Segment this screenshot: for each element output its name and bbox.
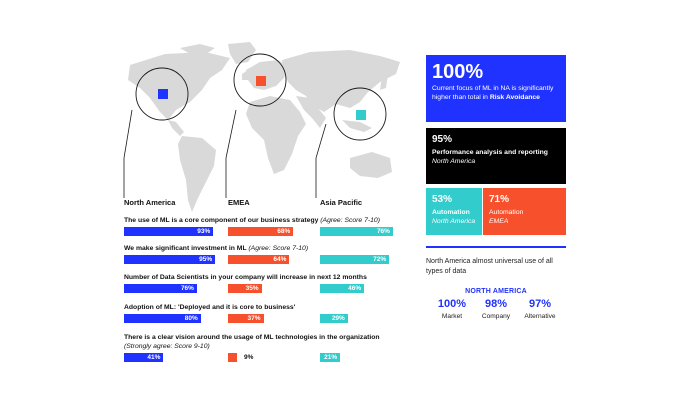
highlight-risk-text: Current focus of ML in NA is significantly higher than total in: [432, 85, 554, 101]
highlight-risk-emph: Risk Avoidance: [489, 94, 540, 101]
metric-0-bars: [124, 227, 424, 237]
bar-emea: [228, 314, 264, 323]
highlight-auto-na-region: North America: [432, 218, 476, 225]
metric-2-bars: [124, 284, 424, 294]
metric-0-note: (Agree: Score 7-10): [320, 217, 380, 224]
metric-3: [124, 303, 424, 324]
na-stat-alternative: [520, 298, 560, 320]
metric-2-title: Number of Data Scientists in your company will increase in next 12 months: [124, 274, 367, 281]
bar-na-label: 93%: [197, 228, 211, 235]
bar-apac: [320, 255, 389, 264]
na-stat-alternative-value: 97%: [528, 298, 552, 310]
highlight-auto-na-title: Automation: [432, 209, 470, 216]
bar-na-label: 95%: [199, 256, 213, 263]
na-usage-title: NORTH AMERICA: [465, 288, 527, 295]
bar-apac-label: 21%: [324, 354, 338, 361]
highlight-box-auto-emea: [483, 188, 566, 235]
bar-emea-label: 64%: [273, 256, 287, 263]
leader-line-emea: [226, 110, 236, 158]
region-label-apac: Asia Pacific: [320, 198, 363, 207]
metric-1-title: We make significant investment in ML: [124, 245, 247, 252]
region-label-na: North America: [124, 198, 176, 207]
highlight-auto-emea-region: EMEA: [489, 218, 509, 225]
highlight-auto-na-value: 53%: [432, 194, 453, 205]
highlight-box-auto-na: [426, 188, 482, 235]
bar-na: [124, 255, 215, 264]
marker-na: [158, 89, 168, 99]
bar-apac: [320, 227, 393, 236]
na-stat-company-label: Company: [481, 313, 511, 320]
bar-na: [124, 314, 201, 323]
bar-emea-label: 9%: [244, 354, 254, 361]
na-note: North America almost universal use of all types of data: [426, 258, 553, 275]
bar-emea-label: 68%: [277, 228, 291, 235]
highlight-perf-value: 95%: [432, 134, 453, 145]
continents: [128, 42, 400, 212]
metric-3-bars: [124, 314, 424, 324]
highlight-perf-title: Performance analysis and reporting: [432, 149, 548, 156]
na-stat-market: [432, 298, 472, 320]
region-label-emea: EMEA: [228, 198, 250, 207]
na-stat-market-value: 100%: [437, 298, 467, 310]
bar-emea: [228, 284, 262, 293]
bar-na-label: 80%: [184, 315, 198, 322]
marker-apac: [356, 110, 366, 120]
na-stat-market-label: Market: [441, 313, 463, 320]
highlight-box-risk: [426, 55, 566, 122]
bar-emea-label: 35%: [245, 285, 259, 292]
bar-emea-label: 37%: [247, 315, 261, 322]
highlight-auto-emea-value: 71%: [489, 194, 510, 205]
divider-line: [426, 246, 566, 248]
bar-na-label: 76%: [180, 285, 194, 292]
highlight-risk-value: 100%: [432, 61, 484, 83]
metric-4: [124, 333, 424, 363]
bar-emea: [228, 227, 293, 236]
bar-na: [124, 227, 213, 236]
na-stat-company-value: 98%: [484, 298, 508, 310]
metric-0: [124, 216, 424, 237]
metric-2: [124, 273, 424, 294]
leader-line-na: [124, 110, 132, 158]
na-usage-block: [426, 288, 566, 320]
bar-na: [124, 284, 197, 293]
na-stat-alternative-label: Alternative: [524, 313, 556, 320]
highlight-perf-region: North America: [432, 158, 476, 165]
highlight-box-perf: [426, 128, 566, 184]
bar-apac-label: 46%: [348, 285, 362, 292]
bar-emea-fill: [228, 353, 237, 362]
bar-na: [124, 353, 163, 362]
bar-emea: [228, 353, 268, 362]
metric-1-bars: [124, 255, 424, 265]
metric-3-title: Adoption of ML: 'Deployed and it is core to business': [124, 304, 296, 311]
bar-apac: [320, 353, 340, 362]
bar-emea: [228, 255, 289, 264]
metric-4-title: There is a clear vision around the usage of ML technologies in the organization: [124, 334, 380, 341]
metric-1-note: (Agree: Score 7-10): [248, 245, 309, 252]
bar-na-label: 41%: [147, 354, 161, 361]
bar-apac-label: 72%: [373, 256, 387, 263]
bar-apac: [320, 314, 348, 323]
na-stat-company: [476, 298, 516, 320]
marker-emea: [256, 76, 266, 86]
metric-4-sub: (Strongly agree: Score 9-10): [124, 343, 210, 350]
metric-0-title: The use of ML is a core component of our business strategy: [124, 217, 319, 224]
highlight-auto-emea-title: Automation: [489, 209, 524, 216]
bar-apac-label: 76%: [376, 228, 390, 235]
metric-4-bars: [124, 353, 424, 363]
metric-1: [124, 244, 424, 265]
bar-apac: [320, 284, 364, 293]
leader-line-apac: [316, 124, 326, 158]
bar-apac-label: 29%: [331, 315, 345, 322]
